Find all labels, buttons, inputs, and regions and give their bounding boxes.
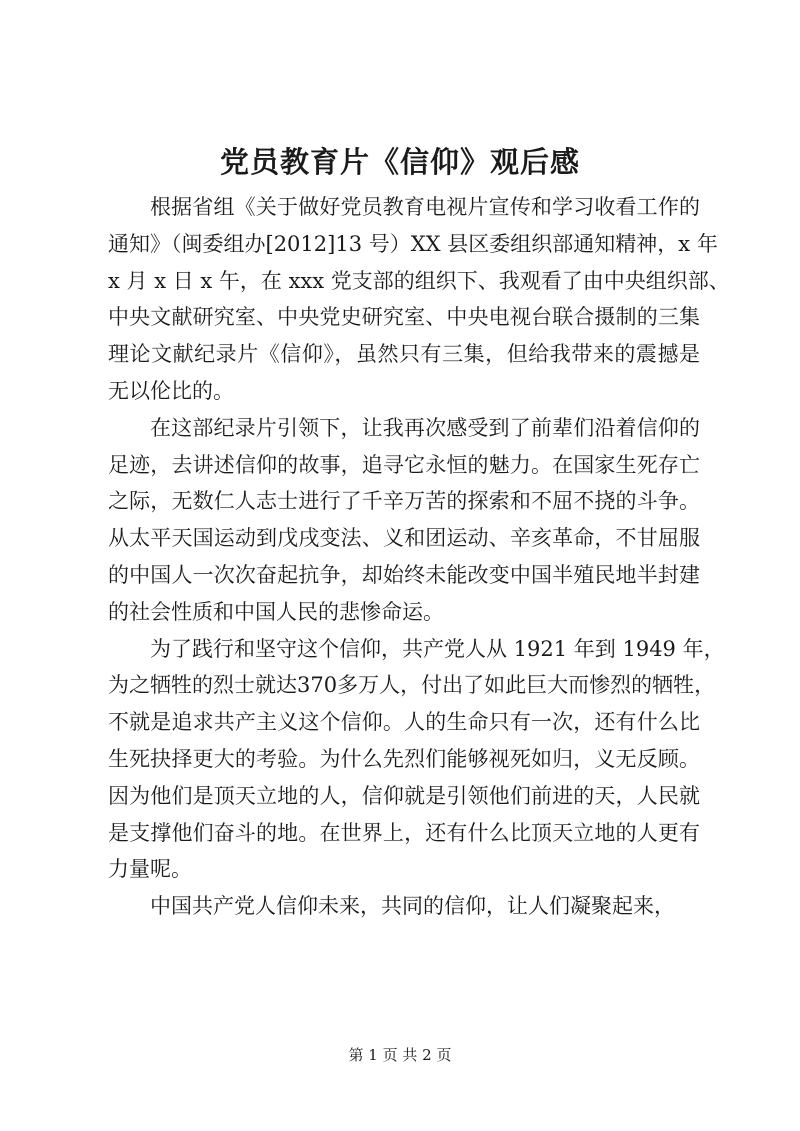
paragraph-3-line-7: 力量呢。: [108, 857, 192, 882]
document-title: 党员教育片《信仰》观后感: [219, 145, 580, 179]
paragraph-3-line-1: 为了践行和坚守这个信仰，共产党人从 1921 年到 1949 年，: [150, 636, 725, 661]
paragraph-3-line-6: 是支撑他们奋斗的地。在世界上，还有什么比顶天立地的人更有: [108, 820, 700, 845]
paragraph-1-line-3: x 月 x 日 x 午，在 xxx 党支部的组织下、我观看了由中央组织部、: [108, 268, 730, 293]
paragraph-3-line-2: 为之牺牲的烈士就达370多万人，付出了如此巨大而惨烈的牺牲，: [108, 673, 716, 698]
paragraph-2-line-2: 足迹，去讲述信仰的故事，追寻它永恒的魅力。在国家生死存亡: [108, 452, 700, 477]
page-footer: 第 1 页 共 2 页: [348, 1046, 452, 1064]
paragraph-2-line-6: 的社会性质和中国人民的悲惨命运。: [108, 599, 444, 624]
document-body: [108, 189, 730, 925]
paragraph-1-line-2: 通知》（闽委组办[2012]13 号）XX 县区委组织部通知精神，x 年: [108, 231, 718, 256]
paragraph-3-line-3: 不就是追求共产主义这个信仰。人的生命只有一次，还有什么比: [108, 710, 700, 735]
paragraph-2-line-5: 的中国人一次次奋起抗争，却始终未能改变中国半殖民地半封建: [108, 562, 700, 587]
paragraph-1-line-4: 中央文献研究室、中央党史研究室、中央电视台联合摄制的三集: [108, 305, 700, 330]
paragraph-1-line-6: 无以伦比的。: [108, 378, 234, 403]
paragraph-3-line-4: 生死抉择更大的考验。为什么先烈们能够视死如归，义无反顾。: [108, 746, 700, 771]
paragraph-3-line-5: 因为他们是顶天立地的人，信仰就是引领他们前进的天，人民就: [108, 783, 700, 808]
paragraph-2-line-3: 之际，无数仁人志士进行了千辛万苦的探索和不屈不挠的斗争。: [108, 489, 700, 514]
paragraph-2-line-1: 在这部纪录片引领下，让我再次感受到了前辈们沿着信仰的: [150, 415, 700, 440]
paragraph-2-line-4: 从太平天国运动到戊戌变法、义和团运动、辛亥革命，不甘屈服: [108, 526, 700, 551]
paragraph-4-line-1: 中国共产党人信仰未来，共同的信仰，让人们凝聚起来，: [150, 894, 675, 919]
paragraph-1-line-5: 理论文献纪录片《信仰》，虽然只有三集，但给我带来的震撼是: [108, 342, 700, 367]
paragraph-1-line-1: 根据省组《关于做好党员教育电视片宣传和学习收看工作的: [150, 195, 700, 219]
